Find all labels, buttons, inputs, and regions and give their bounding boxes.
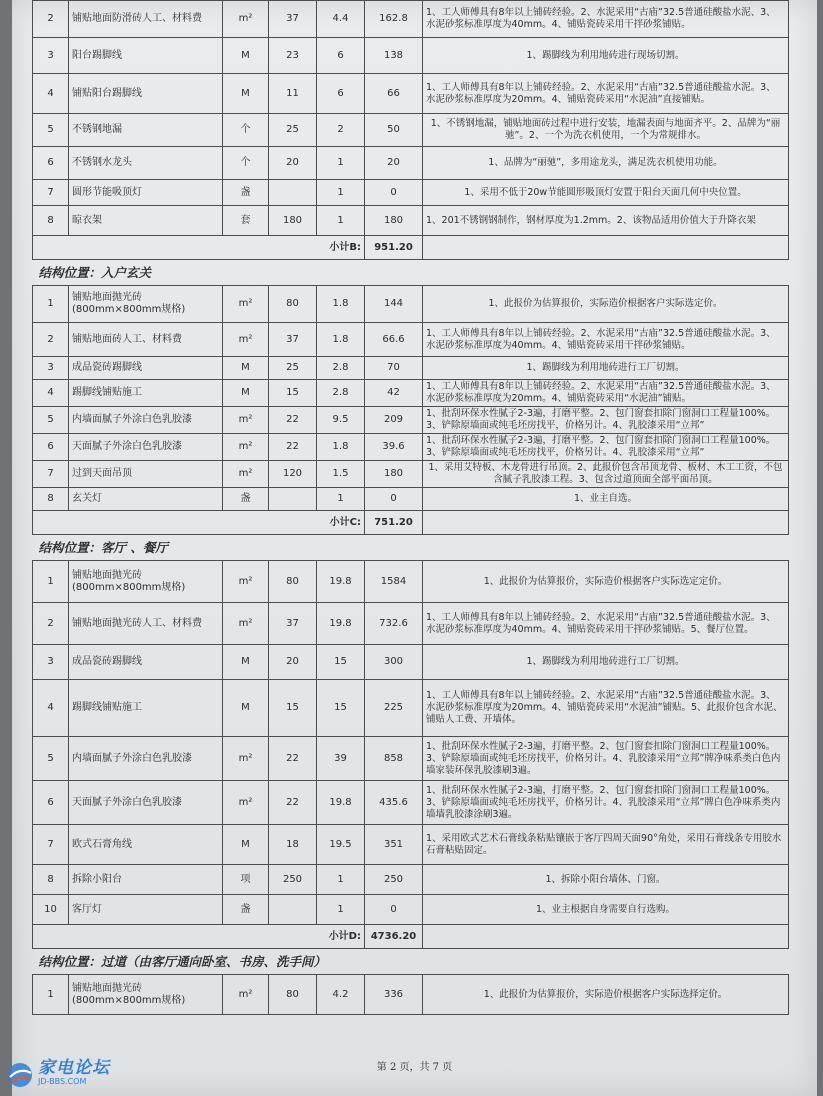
item-number: 7 (33, 461, 69, 488)
item-name: 玄关灯 (69, 488, 223, 511)
item-name: 天面腻子外涂白色乳胶漆 (69, 781, 223, 825)
item-unit-price: 11 (269, 74, 317, 114)
item-unit: m² (223, 461, 269, 488)
item-name: 成品瓷砖踢脚线 (69, 645, 223, 680)
item-name: 客厅灯 (69, 895, 223, 925)
item-description: 1、201不锈钢钢制作，钢材厚度为1.2mm。2、该物品适用价值大于升降衣架 (423, 206, 789, 236)
item-total: 138 (365, 38, 423, 74)
item-quantity: 6 (317, 74, 365, 114)
item-name: 欧式石膏角线 (69, 825, 223, 865)
item-name: 圆形节能吸顶灯 (69, 180, 223, 206)
item-quantity: 19.5 (317, 825, 365, 865)
item-unit-price: 37 (269, 323, 317, 357)
item-description: 1、批刮环保水性腻子2-3遍，打磨平整。2、包门窗套扣除门窗洞口工程量100%。3、铲除原墙面或纯毛坯房找平，价格另计。4、乳胶漆采用“立邦” (423, 407, 789, 434)
item-number: 1 (33, 286, 69, 323)
item-description: 1、工人师傅具有8年以上铺砖经验。2、水泥采用“古庙”32.5普通硅酸盐水泥。3、水泥砂浆标准厚度为20mm。4、铺贴瓷砖采用“水泥油”铺贴。 (423, 380, 789, 407)
item-number: 5 (33, 737, 69, 781)
item-description: 1、业主根据自身需要自行选购。 (423, 895, 789, 925)
item-quantity: 2.8 (317, 380, 365, 407)
item-description: 1、采用欧式艺术石膏线条粘贴镶嵌于客厅四周天面90°角处，采用石膏线条专用胶水石膏粘贴固定。 (423, 825, 789, 865)
item-unit: m² (223, 561, 269, 603)
item-quantity: 2.8 (317, 357, 365, 380)
item-name: 铺贴阳台踢脚线 (69, 74, 223, 114)
item-number: 4 (33, 74, 69, 114)
item-unit-price: 22 (269, 434, 317, 461)
item-total: 732.6 (365, 603, 423, 645)
item-unit-price: 180 (269, 206, 317, 236)
subtotal-value: 951.20 (365, 236, 423, 260)
table-row (33, 147, 789, 180)
subtotal-label: 小计B: (33, 236, 365, 260)
table-row (33, 461, 789, 488)
item-total: 209 (365, 407, 423, 434)
item-name: 拆除小阳台 (69, 865, 223, 895)
table-row (33, 1, 789, 38)
item-unit-price: 15 (269, 680, 317, 737)
subtotal-blank (423, 511, 789, 535)
item-unit: 个 (223, 147, 269, 180)
item-description: 1、批刮环保水性腻子2-3遍，打磨平整。2、包门窗套扣除门窗洞口工程量100%。3、铲除原墙面或纯毛坯房找平，价格另计。4、乳胶漆采用“立邦” (423, 434, 789, 461)
item-number: 8 (33, 865, 69, 895)
item-name: 天面腻子外涂白色乳胶漆 (69, 434, 223, 461)
item-number: 3 (33, 645, 69, 680)
section-header (33, 535, 789, 561)
subtotal-value: 4736.20 (365, 925, 423, 949)
item-description: 1、此报价为估算报价，实际造价根据客户实际选定价。 (423, 286, 789, 323)
item-quantity: 19.8 (317, 561, 365, 603)
item-number: 8 (33, 206, 69, 236)
item-number: 8 (33, 488, 69, 511)
table-row (33, 561, 789, 603)
section-title: 结构位置：客厅 、餐厅 (33, 535, 789, 561)
table-row (33, 603, 789, 645)
item-unit: m² (223, 975, 269, 1015)
item-number: 10 (33, 895, 69, 925)
item-unit: m² (223, 781, 269, 825)
item-unit: M (223, 825, 269, 865)
item-name: 铺贴地面抛光砖人工、材料费 (69, 603, 223, 645)
item-quantity: 15 (317, 645, 365, 680)
item-unit-price: 120 (269, 461, 317, 488)
item-quantity: 1.8 (317, 434, 365, 461)
item-total: 180 (365, 461, 423, 488)
item-number: 6 (33, 781, 69, 825)
quotation-table (32, 0, 789, 1015)
item-quantity: 1 (317, 895, 365, 925)
item-number: 2 (33, 603, 69, 645)
item-quantity: 15 (317, 680, 365, 737)
item-description: 1、采用艾特板、木龙骨进行吊顶。2、此报价包含吊顶龙骨、板材、木工工资，不包含腻子乳胶漆工程。3、包含过道顶面全部平面吊顶。 (423, 461, 789, 488)
item-description: 1、此报价为估算报价，实际造价根据客户实际选择定价。 (423, 975, 789, 1015)
item-unit: m² (223, 1, 269, 38)
item-number: 4 (33, 380, 69, 407)
item-name: 成品瓷砖踢脚线 (69, 357, 223, 380)
subtotal-label: 小计D: (33, 925, 365, 949)
item-unit-price: 15 (269, 380, 317, 407)
subtotal-row (33, 236, 789, 260)
item-number: 2 (33, 323, 69, 357)
item-description: 1、工人师傅具有8年以上铺砖经验。2、水泥采用“古庙”32.5普通硅酸盐水泥。3、水泥砂浆标准厚度为40mm。4、铺贴瓷砖采用干拌砂浆铺贴。 (423, 323, 789, 357)
subtotal-value: 751.20 (365, 511, 423, 535)
item-number: 7 (33, 180, 69, 206)
item-unit-price (269, 895, 317, 925)
item-unit-price: 22 (269, 407, 317, 434)
item-name: 过到天面吊顶 (69, 461, 223, 488)
item-unit-price: 22 (269, 781, 317, 825)
item-name: 阳台踢脚线 (69, 38, 223, 74)
table-row (33, 737, 789, 781)
item-description: 1、工人师傅具有8年以上铺砖经验。2、水泥采用“古庙”32.5普通硅酸盐水泥。3、水泥砂浆标准厚度为20mm。4、铺贴瓷砖采用“水泥油”直接铺贴。 (423, 74, 789, 114)
item-number: 1 (33, 561, 69, 603)
item-unit-price (269, 488, 317, 511)
item-unit: M (223, 380, 269, 407)
item-total: 435.6 (365, 781, 423, 825)
item-description: 1、拆除小阳台墙体、门窗。 (423, 865, 789, 895)
table-row (33, 380, 789, 407)
item-unit-price: 25 (269, 357, 317, 380)
item-total: 858 (365, 737, 423, 781)
item-total: 351 (365, 825, 423, 865)
item-unit-price: 80 (269, 561, 317, 603)
item-unit-price: 25 (269, 114, 317, 147)
subtotal-row (33, 511, 789, 535)
item-total: 162.8 (365, 1, 423, 38)
item-number: 5 (33, 114, 69, 147)
item-name: 内墙面腻子外涂白色乳胶漆 (69, 737, 223, 781)
item-name: 不锈钢地漏 (69, 114, 223, 147)
item-total: 0 (365, 895, 423, 925)
item-total: 225 (365, 680, 423, 737)
item-quantity: 19.8 (317, 603, 365, 645)
item-unit: M (223, 38, 269, 74)
table-row (33, 488, 789, 511)
item-quantity: 9.5 (317, 407, 365, 434)
item-total: 180 (365, 206, 423, 236)
subtotal-row (33, 925, 789, 949)
item-total: 144 (365, 286, 423, 323)
globe-logo-icon (6, 1061, 34, 1089)
item-unit: 套 (223, 206, 269, 236)
item-total: 1584 (365, 561, 423, 603)
item-unit: M (223, 680, 269, 737)
item-unit-price: 23 (269, 38, 317, 74)
item-quantity: 4.2 (317, 975, 365, 1015)
item-name: 踢脚线铺贴施工 (69, 680, 223, 737)
item-quantity: 6 (317, 38, 365, 74)
item-unit: m² (223, 737, 269, 781)
item-quantity: 4.4 (317, 1, 365, 38)
item-total: 50 (365, 114, 423, 147)
item-unit-price: 37 (269, 1, 317, 38)
item-quantity: 1.5 (317, 461, 365, 488)
item-unit-price: 22 (269, 737, 317, 781)
item-quantity: 1 (317, 147, 365, 180)
item-unit: 盏 (223, 895, 269, 925)
item-unit: m² (223, 323, 269, 357)
item-number: 6 (33, 147, 69, 180)
table-row (33, 114, 789, 147)
table-row (33, 645, 789, 680)
table-row (33, 865, 789, 895)
table-row (33, 407, 789, 434)
item-total: 66.6 (365, 323, 423, 357)
table-row (33, 781, 789, 825)
table-row (33, 74, 789, 114)
item-unit: M (223, 74, 269, 114)
page-number: 第 2 页，共 7 页 (376, 1062, 453, 1073)
subtotal-label: 小计C: (33, 511, 365, 535)
table-row (33, 323, 789, 357)
item-description: 1、踢脚线为利用地砖进行工厂切割。 (423, 357, 789, 380)
subtotal-blank (423, 925, 789, 949)
item-total: 42 (365, 380, 423, 407)
item-quantity: 39 (317, 737, 365, 781)
item-description: 1、工人师傅具有8年以上铺砖经验。2、水泥采用“古庙”32.5普通硅酸盐水泥。3、水泥砂浆标准厚度为20mm。4、铺贴瓷砖采用“水泥油”铺贴。5、此报价包含水泥、铺贴人工费、开墙体。 (423, 680, 789, 737)
item-description: 1、采用不低于20w节能圆形吸顶灯安置于阳台天面几何中央位置。 (423, 180, 789, 206)
item-unit: m² (223, 407, 269, 434)
item-unit: 盏 (223, 180, 269, 206)
watermark-name: 家电论坛 (38, 1058, 110, 1078)
section-header (33, 949, 789, 975)
table-row (33, 895, 789, 925)
item-unit: m² (223, 286, 269, 323)
item-total: 250 (365, 865, 423, 895)
forum-watermark (0, 1058, 140, 1092)
item-quantity: 1.8 (317, 323, 365, 357)
item-description: 1、踢脚线为利用地砖进行工厂切割。 (423, 645, 789, 680)
item-unit: m² (223, 434, 269, 461)
item-description: 1、批刮环保水性腻子2-3遍，打磨平整。2、包门窗套扣除门窗洞口工程量100%。3、铲除原墙面或纯毛坯房找平，价格另计。4、乳胶漆采用“立邦”牌白色净味系类内墙墙乳胶漆涂刷3遍。 (423, 781, 789, 825)
table-row (33, 357, 789, 380)
item-unit-price: 37 (269, 603, 317, 645)
item-unit-price: 250 (269, 865, 317, 895)
watermark-url: JD-BBS.COM (38, 1077, 87, 1086)
item-quantity: 1 (317, 488, 365, 511)
item-quantity: 19.8 (317, 781, 365, 825)
item-number: 3 (33, 38, 69, 74)
item-description: 1、批刮环保水性腻子2-3遍，打磨平整。2、包门窗套扣除门窗洞口工程量100%。3、铲除原墙面或纯毛坯房找平，价格另计。4、乳胶漆采用“立邦”牌净味系类白色内墙家装环保乳胶漆刷3遍。 (423, 737, 789, 781)
item-unit-price: 18 (269, 825, 317, 865)
item-description: 1、踢脚线为利用地砖进行现场切割。 (423, 38, 789, 74)
item-unit-price: 80 (269, 975, 317, 1015)
item-number: 5 (33, 407, 69, 434)
item-name: 不锈钢水龙头 (69, 147, 223, 180)
item-unit-price: 80 (269, 286, 317, 323)
item-quantity: 1 (317, 865, 365, 895)
item-number: 6 (33, 434, 69, 461)
item-description: 1、不锈钢地漏，铺贴地面砖过程中进行安装，地漏表面与地面齐平。2、品牌为“丽驰”。2、一个为洗衣机使用，一个为常规排水。 (423, 114, 789, 147)
item-unit: 个 (223, 114, 269, 147)
item-description: 1、工人师傅具有8年以上铺砖经验。2、水泥采用“古庙”32.5普通硅酸盐水泥。3、水泥砂浆标准厚度为40mm。4、铺贴瓷砖采用干拌砂浆铺贴。5、餐厅位置。 (423, 603, 789, 645)
item-number: 2 (33, 1, 69, 38)
table-row (33, 975, 789, 1015)
item-name: 踢脚线铺贴施工 (69, 380, 223, 407)
item-description: 1、业主自选。 (423, 488, 789, 511)
item-number: 1 (33, 975, 69, 1015)
item-unit: 项 (223, 865, 269, 895)
table-row (33, 434, 789, 461)
item-total: 336 (365, 975, 423, 1015)
item-description: 1、品牌为“丽驰”，多用途龙头，满足洗衣机使用功能。 (423, 147, 789, 180)
item-quantity: 2 (317, 114, 365, 147)
item-name: 铺贴地面抛光砖(800mm×800mm规格) (69, 975, 223, 1015)
item-total: 39.6 (365, 434, 423, 461)
item-total: 0 (365, 488, 423, 511)
item-total: 70 (365, 357, 423, 380)
table-row (33, 286, 789, 323)
item-unit: M (223, 357, 269, 380)
table-row (33, 38, 789, 74)
item-unit: M (223, 645, 269, 680)
item-number: 3 (33, 357, 69, 380)
item-quantity: 1.8 (317, 286, 365, 323)
section-title: 结构位置：过道（由客厅通向卧室、书房、洗手间） (33, 949, 789, 975)
section-header (33, 260, 789, 286)
item-quantity: 1 (317, 206, 365, 236)
item-number: 7 (33, 825, 69, 865)
item-name: 铺贴地面抛光砖(800mm×800mm规格) (69, 286, 223, 323)
item-total: 20 (365, 147, 423, 180)
item-name: 铺贴地面砖人工、材料费 (69, 323, 223, 357)
item-description: 1、工人师傅具有8年以上铺砖经验。2、水泥采用“古庙”32.5普通硅酸盐水泥、3、水泥砂浆标准厚度为40mm。4、铺贴瓷砖采用干拌砂浆铺贴。 (423, 1, 789, 38)
item-total: 0 (365, 180, 423, 206)
item-total: 66 (365, 74, 423, 114)
item-unit: m² (223, 603, 269, 645)
table-row (33, 180, 789, 206)
item-unit-price: 20 (269, 147, 317, 180)
item-quantity: 1 (317, 180, 365, 206)
table-row (33, 825, 789, 865)
table-row (33, 206, 789, 236)
table-row (33, 680, 789, 737)
item-description: 1、此报价为估算报价，实际造价根据客户实际选定定价。 (423, 561, 789, 603)
item-name: 铺贴地面抛光砖(800mm×800mm规格) (69, 561, 223, 603)
item-unit: 盏 (223, 488, 269, 511)
item-number: 4 (33, 680, 69, 737)
item-total: 300 (365, 645, 423, 680)
item-unit-price: 20 (269, 645, 317, 680)
subtotal-blank (423, 236, 789, 260)
item-name: 晾衣架 (69, 206, 223, 236)
section-title: 结构位置：入户玄关 (33, 260, 789, 286)
document-page (12, 0, 817, 1096)
item-name: 铺贴地面防滑砖人工、材料费 (69, 1, 223, 38)
item-unit-price (269, 180, 317, 206)
item-name: 内墙面腻子外涂白色乳胶漆 (69, 407, 223, 434)
